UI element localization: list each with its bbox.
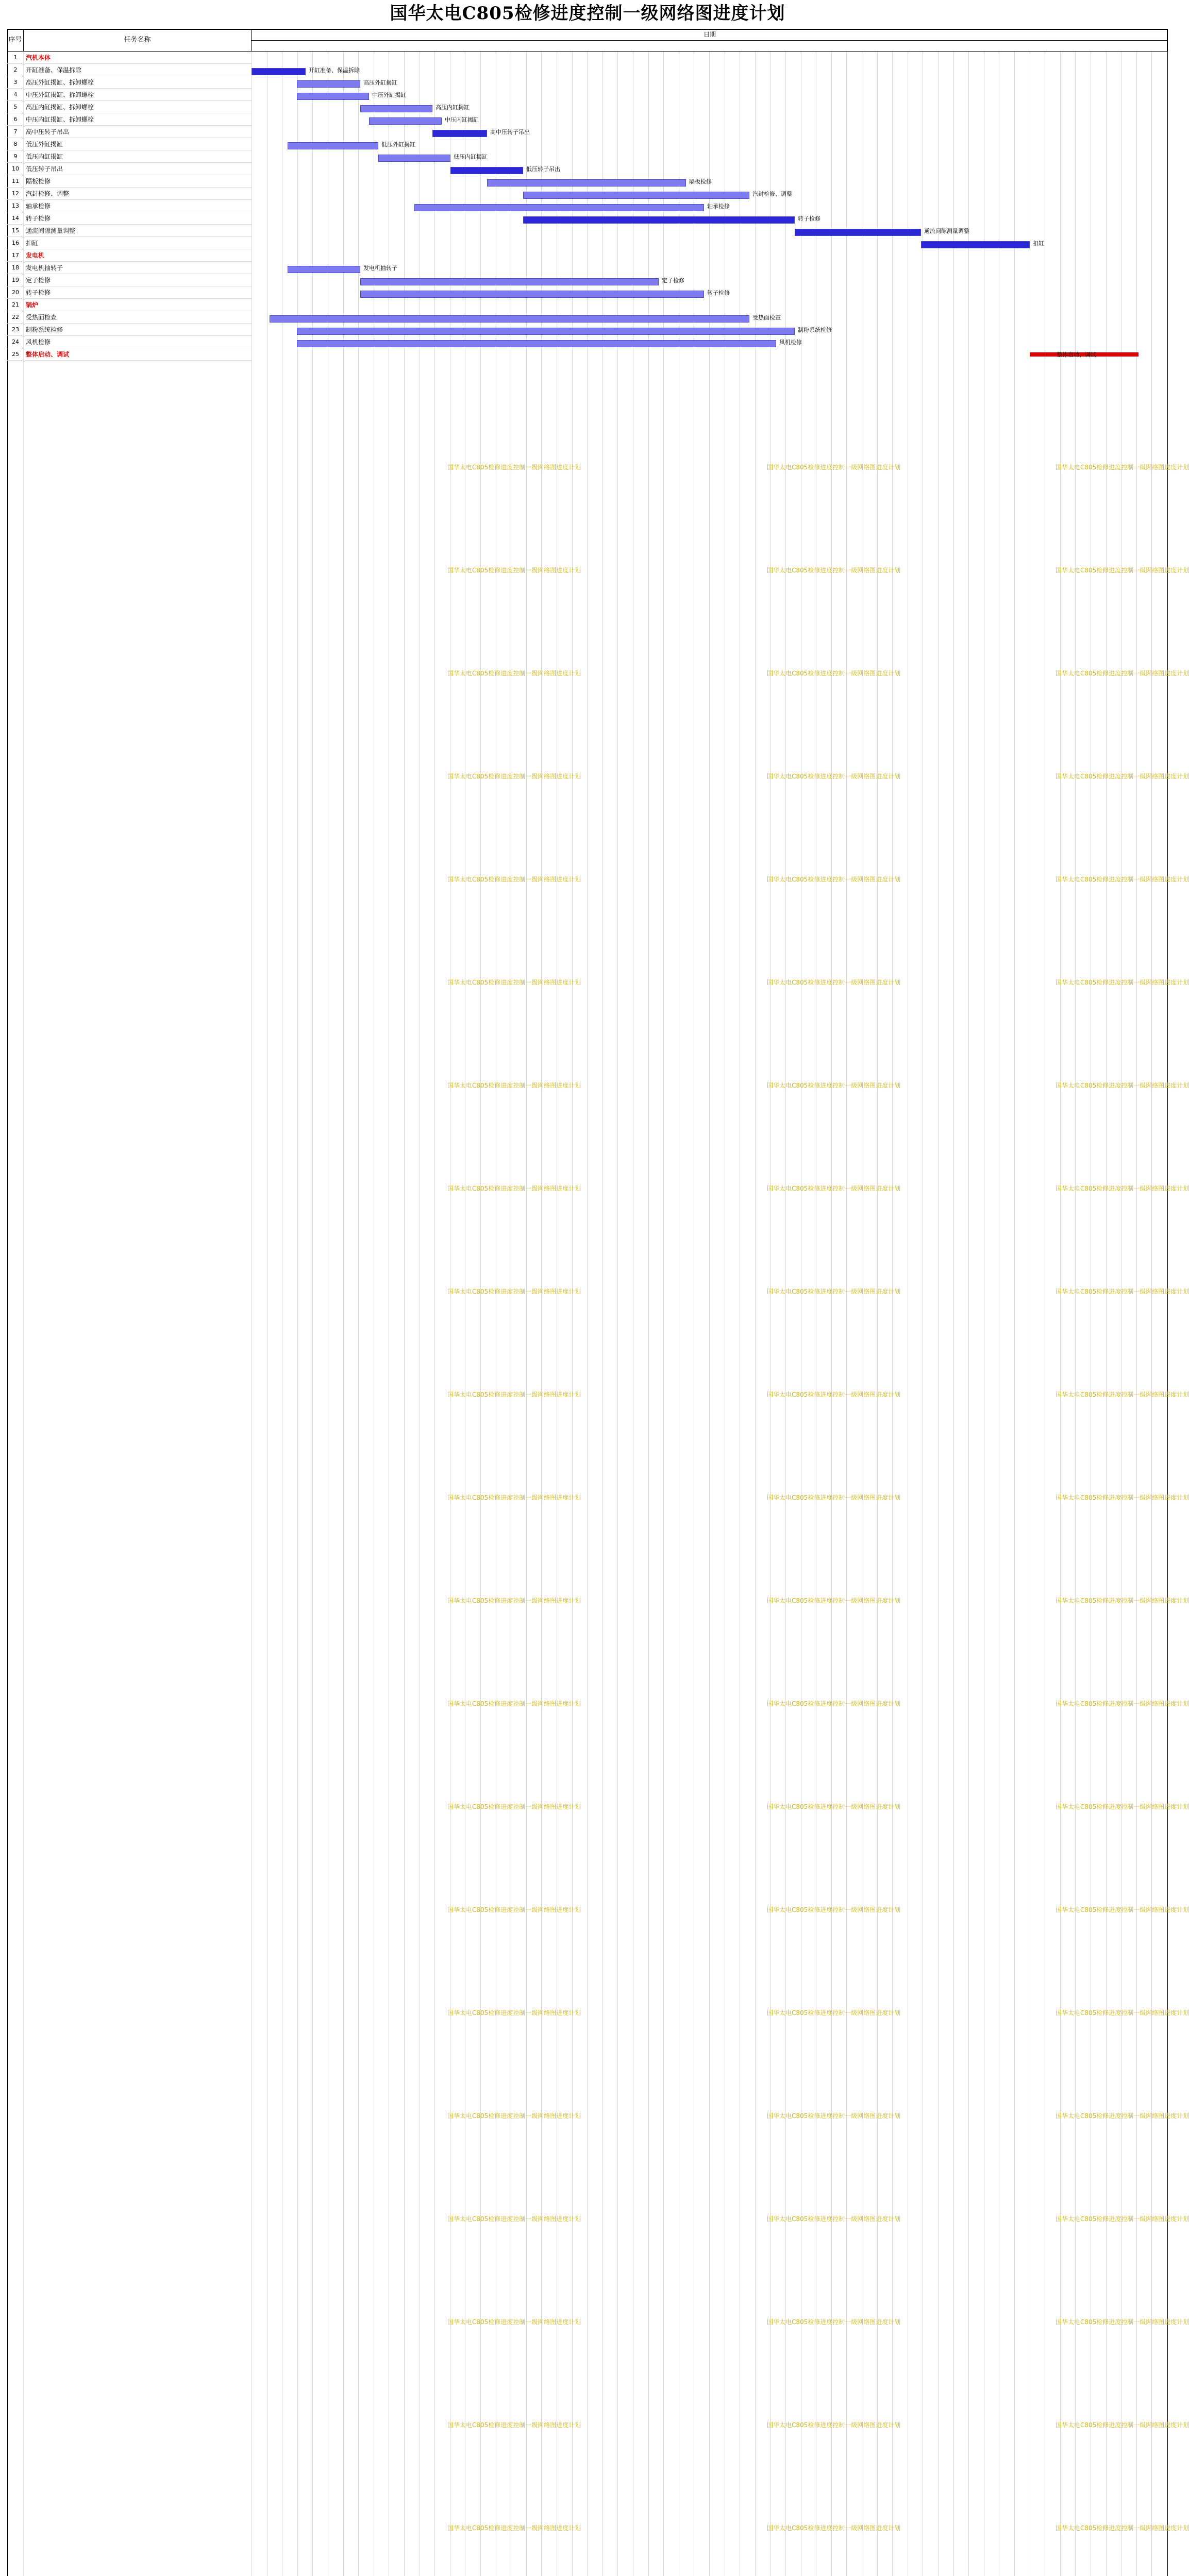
gantt-bar [523, 192, 749, 199]
table-row [7, 324, 252, 336]
grid-line [1136, 52, 1137, 2576]
watermark: 国华太电C805检修进度控制一级网络图进度计划 [767, 1185, 901, 1192]
task-name: 转子检修 [26, 215, 51, 222]
grid-line [297, 52, 298, 2576]
gantt-bar-label: 转子检修 [707, 290, 730, 296]
header-no-label: 序号 [7, 29, 24, 52]
grid-line [602, 52, 603, 2576]
watermark: 国华太电C805检修进度控制一级网络图进度计划 [447, 876, 581, 883]
watermark: 国华太电C805检修进度控制一级网络图进度计划 [767, 2215, 901, 2223]
table-row [7, 126, 252, 138]
watermark: 国华太电C805检修进度控制一级网络图进度计划 [767, 773, 901, 780]
watermark: 国华太电C805检修进度控制一级网络图进度计划 [447, 1185, 581, 1192]
watermark: 国华太电C805检修进度控制一级网络图进度计划 [1056, 876, 1189, 883]
task-name: 转子检修 [26, 289, 51, 296]
task-name: 轴承检修 [26, 202, 51, 210]
grid-line [1151, 52, 1152, 2576]
header-task-label: 任务名称 [24, 29, 252, 52]
watermark: 国华太电C805检修进度控制一级网络图进度计划 [1056, 1185, 1189, 1192]
gantt-bar-label: 汽封检修、调整 [752, 191, 792, 197]
gantt-bar [297, 328, 795, 335]
table-row [7, 249, 252, 262]
row-number: 22 [12, 314, 19, 320]
watermark: 国华太电C805检修进度控制一级网络图进度计划 [767, 1082, 901, 1089]
gantt-bar [921, 241, 1030, 248]
watermark: 国华太电C805检修进度控制一级网络图进度计划 [1056, 2318, 1189, 2326]
row-number: 23 [12, 326, 19, 333]
table-row [7, 188, 252, 200]
watermark: 国华太电C805检修进度控制一级网络图进度计划 [767, 2112, 901, 2120]
grid-line [572, 52, 573, 2576]
grid-line [1075, 52, 1076, 2576]
task-name: 定子检修 [26, 277, 51, 284]
watermark: 国华太电C805检修进度控制一级网络图进度计划 [1056, 2524, 1189, 2532]
table-row [7, 163, 252, 175]
grid-line [434, 52, 435, 2576]
watermark: 国华太电C805检修进度控制一级网络图进度计划 [447, 1700, 581, 1707]
task-name: 扣缸 [26, 240, 39, 247]
gantt-bar-label: 高中压转子吊出 [490, 129, 530, 135]
table-row [7, 262, 252, 274]
row-number: 13 [12, 202, 19, 209]
header-row [7, 29, 1168, 52]
task-name: 高中压转子吊出 [26, 128, 70, 135]
table-row [7, 274, 252, 286]
watermark: 国华太电C805检修进度控制一级网络图进度计划 [767, 2009, 901, 2016]
grid-line [968, 52, 969, 2576]
table-row [7, 150, 252, 163]
task-name: 汽封检修、调整 [26, 190, 70, 197]
gantt-bar-label: 低压外缸揭缸 [381, 141, 415, 148]
watermark: 国华太电C805检修进度控制一级网络图进度计划 [767, 1906, 901, 1913]
watermark: 国华太电C805检修进度控制一级网络图进度计划 [767, 567, 901, 574]
grid-line [953, 52, 954, 2576]
grid-line [343, 52, 344, 2576]
grid-line [526, 52, 527, 2576]
grid-line [358, 52, 359, 2576]
row-number: 21 [12, 301, 19, 308]
gantt-bar-label: 低压内缸揭缸 [454, 154, 488, 160]
gantt-bar-label: 风机检修 [779, 339, 802, 346]
watermark: 国华太电C805检修进度控制一级网络图进度计划 [767, 979, 901, 986]
timeline-header [252, 29, 1168, 52]
task-name: 整体启动、调试 [26, 351, 70, 358]
watermark: 国华太电C805检修进度控制一级网络图进度计划 [1056, 670, 1189, 677]
row-number: 10 [12, 165, 19, 172]
watermark: 国华太电C805检修进度控制一级网络图进度计划 [1056, 464, 1189, 471]
gantt-bar [252, 68, 306, 75]
gantt-bar-label: 制粉系统检修 [798, 327, 832, 333]
grid-line [785, 52, 786, 2576]
table-row [7, 299, 252, 311]
gantt-bar-label: 转子检修 [798, 215, 820, 222]
table-row [7, 76, 252, 89]
gantt-bar [450, 167, 523, 174]
gantt-bar-label: 中压外缸揭缸 [372, 92, 406, 98]
watermark: 国华太电C805检修进度控制一级网络图进度计划 [1056, 773, 1189, 780]
row-number: 17 [12, 252, 19, 259]
watermark: 国华太电C805检修进度控制一级网络图进度计划 [767, 464, 901, 471]
gantt-bar [360, 105, 432, 112]
table-row [7, 64, 252, 76]
watermark: 国华太电C805检修进度控制一级网络图进度计划 [447, 773, 581, 780]
grid-line [480, 52, 481, 2576]
grid-line [938, 52, 939, 2576]
task-name: 锅炉 [26, 301, 39, 309]
task-name: 发电机 [26, 252, 45, 259]
table-row [7, 175, 252, 188]
task-name: 高压内缸揭缸、拆卸螺栓 [26, 104, 94, 111]
gantt-bar-label: 轴承检修 [707, 203, 730, 210]
table-row [7, 89, 252, 101]
gantt-bar [288, 266, 360, 273]
row-number: 8 [13, 141, 18, 147]
task-name: 低压内缸揭缸 [26, 153, 63, 160]
grid-line [587, 52, 588, 2576]
gantt-bar-label: 整体启动、调试 [1057, 351, 1096, 358]
watermark: 国华太电C805检修进度控制一级网络图进度计划 [1056, 979, 1189, 986]
gantt-bar-label: 中压内缸揭缸 [445, 116, 479, 123]
row-number: 7 [13, 128, 18, 135]
gantt-bar-label: 开缸准备、保温拆除 [309, 67, 360, 74]
watermark: 国华太电C805检修进度控制一级网络图进度计划 [767, 1288, 901, 1295]
task-name: 发电机抽转子 [26, 264, 63, 272]
row-number: 15 [12, 227, 19, 234]
watermark: 国华太电C805检修进度控制一级网络图进度计划 [1056, 1082, 1189, 1089]
watermark: 国华太电C805检修进度控制一级网络图进度计划 [447, 2421, 581, 2429]
gantt-bar [360, 291, 704, 298]
watermark: 国华太电C805检修进度控制一级网络图进度计划 [767, 2318, 901, 2326]
row-number: 1 [13, 54, 18, 61]
gantt-bar-label: 高压内缸揭缸 [436, 104, 470, 111]
grid-line [831, 52, 832, 2576]
gantt-bar [297, 93, 369, 100]
table-row [7, 113, 252, 126]
row-number: 2 [13, 66, 18, 73]
gantt-bar-label: 定子检修 [662, 277, 684, 284]
watermark: 国华太电C805检修进度控制一级网络图进度计划 [447, 1391, 581, 1398]
row-number: 9 [13, 153, 18, 160]
row-number: 24 [12, 338, 19, 345]
grid-line [755, 52, 756, 2576]
grid-line [312, 52, 313, 2576]
row-number: 20 [12, 289, 19, 296]
gantt-bar [369, 117, 442, 125]
task-name: 通流间隙测量调整 [26, 227, 76, 234]
grid-line [541, 52, 542, 2576]
table-row [7, 225, 252, 237]
page-title: 国华太电C805检修进度控制一级网络图进度计划 [390, 3, 785, 24]
watermark: 国华太电C805检修进度控制一级网络图进度计划 [447, 2215, 581, 2223]
watermark: 国华太电C805检修进度控制一级网络图进度计划 [1056, 1700, 1189, 1707]
grid-line [709, 52, 710, 2576]
watermark: 国华太电C805检修进度控制一级网络图进度计划 [447, 2318, 581, 2326]
watermark: 国华太电C805检修进度控制一级网络图进度计划 [447, 1494, 581, 1501]
gantt-bar-label: 高压外缸揭缸 [363, 79, 397, 86]
watermark: 国华太电C805检修进度控制一级网络图进度计划 [447, 1288, 581, 1295]
task-name: 低压外缸揭缸 [26, 141, 63, 148]
watermark: 国华太电C805检修进度控制一级网络图进度计划 [1056, 2215, 1189, 2223]
table-row [7, 336, 252, 348]
watermark: 国华太电C805检修进度控制一级网络图进度计划 [1056, 1391, 1189, 1398]
gantt-bar [523, 216, 795, 224]
table-row [7, 101, 252, 113]
watermark: 国华太电C805检修进度控制一级网络图进度计划 [447, 464, 581, 471]
gantt-bar-label: 通流间隙测量调整 [924, 228, 969, 234]
watermark: 国华太电C805检修进度控制一级网络图进度计划 [447, 979, 581, 986]
watermark: 国华太电C805检修进度控制一级网络图进度计划 [767, 1391, 901, 1398]
table-row [7, 311, 252, 324]
watermark: 国华太电C805检修进度控制一级网络图进度计划 [767, 1494, 901, 1501]
gantt-bar [414, 204, 704, 211]
grid-line [1106, 52, 1107, 2576]
task-name: 中压外缸揭缸、拆卸螺栓 [26, 91, 94, 98]
watermark: 国华太电C805检修进度控制一级网络图进度计划 [767, 1700, 901, 1707]
row-number: 3 [13, 79, 18, 86]
table-row [7, 348, 252, 361]
gantt-bar [288, 142, 378, 149]
row-number: 4 [13, 91, 18, 98]
watermark: 国华太电C805检修进度控制一级网络图进度计划 [447, 1597, 581, 1604]
gantt-bar-label: 低压转子吊出 [526, 166, 560, 173]
table-row [7, 138, 252, 150]
gantt-bar [432, 130, 487, 137]
grid-line [877, 52, 878, 2576]
task-name: 风机检修 [26, 338, 51, 346]
gantt-bar [297, 80, 360, 88]
watermark: 国华太电C805检修进度控制一级网络图进度计划 [1056, 2421, 1189, 2429]
grid-line [1060, 52, 1061, 2576]
gantt-bar [487, 179, 686, 187]
watermark: 国华太电C805检修进度控制一级网络图进度计划 [447, 1082, 581, 1089]
grid-line [892, 52, 893, 2576]
grid-line [663, 52, 664, 2576]
table-row [7, 286, 252, 299]
gantt-bar [360, 278, 659, 285]
grid-line [617, 52, 618, 2576]
row-number: 14 [12, 215, 19, 222]
row-number: 5 [13, 104, 18, 110]
gantt-bar-label: 隔板检修 [689, 178, 712, 185]
task-name: 制粉系统检修 [26, 326, 63, 333]
gantt-bar [378, 155, 450, 162]
gantt-bar-label: 受热面检查 [752, 314, 781, 321]
table-row [7, 200, 252, 212]
watermark: 国华太电C805检修进度控制一级网络图进度计划 [447, 1906, 581, 1913]
watermark: 国华太电C805检修进度控制一级网络图进度计划 [447, 1803, 581, 1810]
watermark: 国华太电C805检修进度控制一级网络图进度计划 [1056, 567, 1189, 574]
table-row [7, 212, 252, 225]
task-name: 中压内缸揭缸、拆卸螺栓 [26, 116, 94, 123]
watermark: 国华太电C805检修进度控制一级网络图进度计划 [447, 2524, 581, 2532]
grid-line [846, 52, 847, 2576]
grid-line [770, 52, 771, 2576]
watermark: 国华太电C805检修进度控制一级网络图进度计划 [767, 670, 901, 677]
gantt-bar-label: 发电机抽转子 [363, 265, 397, 272]
watermark: 国华太电C805检修进度控制一级网络图进度计划 [767, 876, 901, 883]
task-name: 开缸准备、保温拆除 [26, 66, 82, 74]
grid-line [648, 52, 649, 2576]
watermark: 国华太电C805检修进度控制一级网络图进度计划 [1056, 2112, 1189, 2120]
watermark: 国华太电C805检修进度控制一级网络图进度计划 [447, 567, 581, 574]
row-number: 12 [12, 190, 19, 197]
grid-line [1014, 52, 1015, 2576]
row-number: 25 [12, 351, 19, 358]
row-number: 6 [13, 116, 18, 123]
task-name: 受热面检查 [26, 314, 57, 321]
watermark: 国华太电C805检修进度控制一级网络图进度计划 [767, 2421, 901, 2429]
task-name: 隔板检修 [26, 178, 51, 185]
gantt-bar [795, 229, 921, 236]
row-number: 16 [12, 240, 19, 246]
row-number: 11 [12, 178, 19, 184]
watermark: 国华太电C805检修进度控制一级网络图进度计划 [767, 1803, 901, 1810]
table-row [7, 52, 252, 64]
gantt-bar [297, 340, 776, 347]
gantt-bar-label: 扣缸 [1033, 240, 1044, 247]
task-name: 汽机本体 [26, 54, 51, 61]
row-number: 18 [12, 264, 19, 271]
watermark: 国华太电C805检修进度控制一级网络图进度计划 [447, 670, 581, 677]
watermark: 国华太电C805检修进度控制一级网络图进度计划 [1056, 1906, 1189, 1913]
task-name: 高压外缸揭缸、拆卸螺栓 [26, 79, 94, 86]
watermark: 国华太电C805检修进度控制一级网络图进度计划 [1056, 1494, 1189, 1501]
watermark: 国华太电C805检修进度控制一级网络图进度计划 [767, 2524, 901, 2532]
watermark: 国华太电C805检修进度控制一级网络图进度计划 [1056, 1803, 1189, 1810]
grid-line [404, 52, 405, 2576]
table-row [7, 237, 252, 249]
watermark: 国华太电C805检修进度控制一级网络图进度计划 [447, 2009, 581, 2016]
row-number: 19 [12, 277, 19, 283]
timeline-label: 日期 [252, 29, 1168, 41]
gantt-area [252, 52, 1189, 2576]
watermark: 国华太电C805检修进度控制一级网络图进度计划 [447, 2112, 581, 2120]
task-name: 低压转子吊出 [26, 165, 63, 173]
watermark: 国华太电C805检修进度控制一级网络图进度计划 [1056, 1288, 1189, 1295]
gantt-bar [270, 315, 749, 323]
watermark: 国华太电C805检修进度控制一级网络图进度计划 [1056, 1597, 1189, 1604]
watermark: 国华太电C805检修进度控制一级网络图进度计划 [1056, 2009, 1189, 2016]
watermark: 国华太电C805检修进度控制一级网络图进度计划 [767, 1597, 901, 1604]
